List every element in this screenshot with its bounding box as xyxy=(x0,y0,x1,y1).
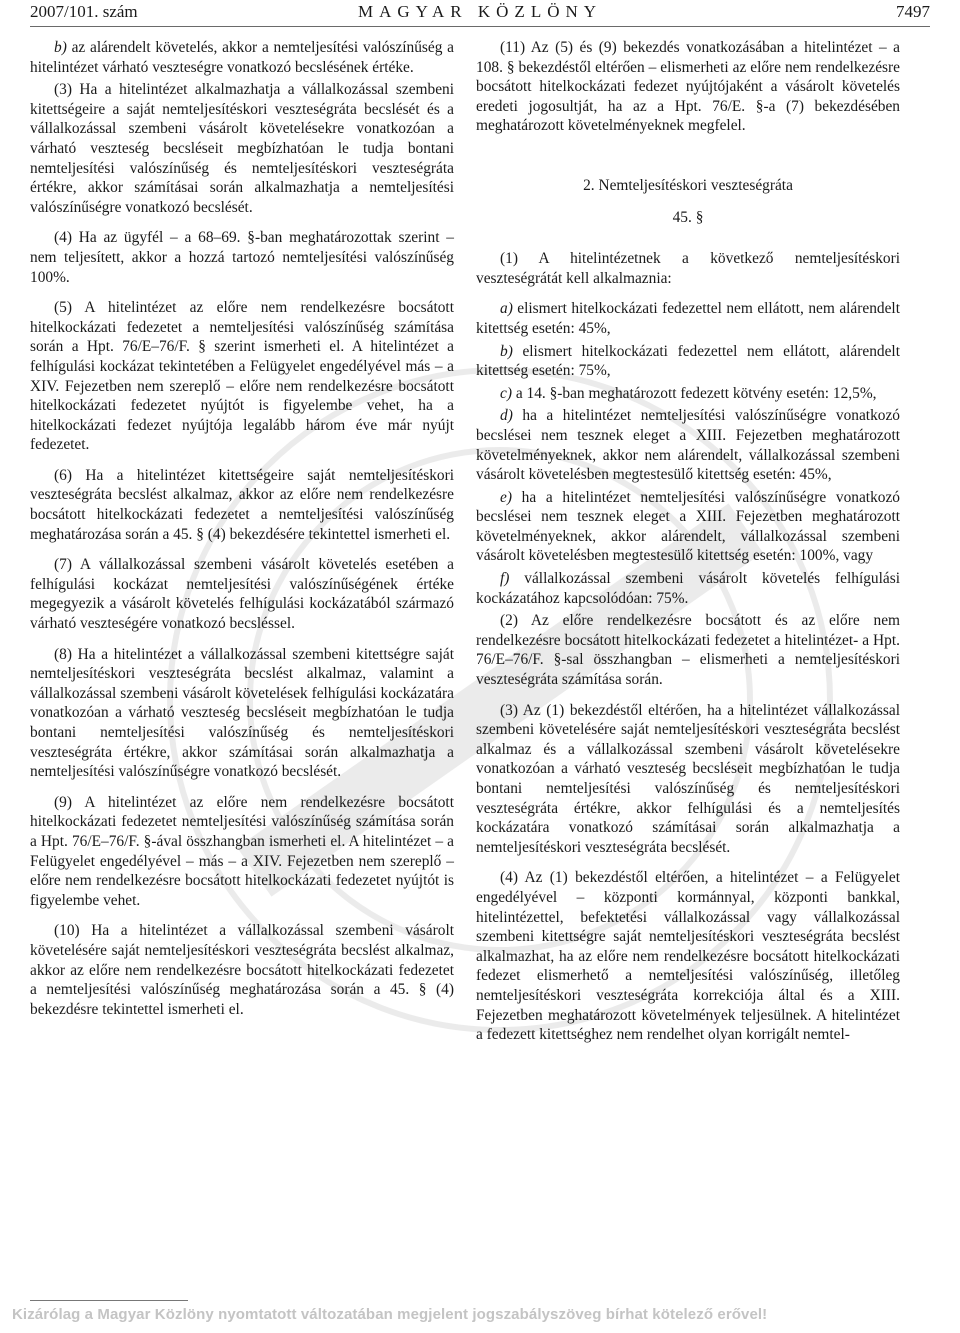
right-column xyxy=(476,38,900,1056)
list-item-text: vállalkozással szembeni vásárolt követelés felhígulási kockázatához kapcsolódóan: 75%. xyxy=(476,570,900,607)
paragraph: (8) Ha a hitelintézet a vállalkozással szembeni kitettségre saját nemteljesítéskori veszteségráta becslést alkalmaz, valamint a vállalkozással szembeni vásárolt követelések felhígulási kockázatára vonatkozóan a várható veszteség becsléseit megbízhatóan le tudja bontani nemteljesítési valószínűség és nemteljesítéskori veszteségráta értékre, akkor számításai során alkalmazhatja a nemteljesítési valószínűségre vonatkozó becslését. xyxy=(30,645,454,781)
list-item-label: a) xyxy=(500,300,513,318)
list-item-text: az alárendelt követelés, akkor a nemteljesítési valószínűség a hitelintézet várható veszteségre vonatkozó becslésének értéke. xyxy=(30,39,454,76)
list-item xyxy=(476,342,900,381)
list-item-text: a 14. §-ban meghatározott fedezett kötvény esetén: 12,5%, xyxy=(511,384,877,402)
list-item-label: e) xyxy=(500,488,512,506)
section-number: 45. § xyxy=(672,208,704,226)
page-header xyxy=(30,0,930,27)
left-column xyxy=(30,38,454,1030)
list-item-label: c) xyxy=(500,384,512,402)
paragraph: (3) Az (1) bekezdéstől eltérően, ha a hitelintézet vállalkozással szembeni követelésére saját nemteljesítéskori veszteségráta becslést alkalmaz és a vállalkozással szembeni vásárolt követelésekre vonatkozóan a várható veszteség becsléseit megbízhatóan le tudja bontani nemteljesítési valószínűség és nemteljesítéskori veszteségráta értékre, akkor felhígulási és a nemteljesítés kockázatára vonatkozó számításai során alkalmazhatja a nemteljesítéskori veszteségráta becslését. xyxy=(476,701,900,856)
paragraph: (4) Az (1) bekezdéstől eltérően, a hitelintézet – a Felügyelet engedélyével – központi kormánnyal, központi bankkal, hitelintézettel, befektetési vállalkozással vagy vállalkozással szembeni kitettségre saját nemteljesítéskori veszteségráta becslést alkalmazhat, ha az előre nem rendelkezésre bocsátott hitelkockázati fedezet elismerhető a nemteljesítési valószínűség, illetőleg nemteljesítéskori veszteségráta korrekciója által és a XIII. Fejezetben meghatározott követelmények teljesülnek. A hitelintézet a fedezett kitettséghez nem rendelhet olyan korrigált nemtel- xyxy=(476,869,900,1044)
paragraph: (2) Az előre rendelkezésre bocsátott és az előre nem rendelkezésre bocsátott hitelkockázati fedezetet a hitelintézet- a Hpt. 76/E–76/F. §-sal összhangban – elismerheti a nemteljesítéskori veszteségráta számítása során. xyxy=(476,612,900,689)
journal-title: MAGYAR KÖZLÖNY xyxy=(357,2,603,21)
issue-number: 2007/101. szám xyxy=(30,2,138,21)
list-item-text: elismert hitelkockázati fedezettel nem ellátott, nem alárendelt kitettség esetén: 45%, xyxy=(476,300,900,337)
paragraph: (9) A hitelintézet az előre nem rendelkezésre bocsátott hitelkockázati fedezetet nemteljesítési valószínűség számítása során a Hpt. 76/E–76/F. §-ával összhangban ismerheti el. A hitelintézet – a Felügyelet engedélyével – más – a XIV. Fejezetben nem szereplő – előre nem rendelkezésre bocsátott hitelkockázati fedezetet nyújtót is figyelembe vehet. xyxy=(30,793,454,909)
paragraph: (1) A hitelintézetnek a következő nemteljesítéskori veszteségrátát kell alkalmaznia: xyxy=(476,250,900,287)
list-item xyxy=(476,488,900,566)
list-item xyxy=(476,406,900,484)
list-item xyxy=(476,569,900,608)
list-item xyxy=(30,38,454,77)
list-item xyxy=(476,299,900,338)
paragraph: (6) Ha a hitelintézet kitettségeire saját nemteljesítéskori veszteségráta becslést alkalmaz, akkor az előre nem rendelkezésre bocsátott hitelkockázati fedezetet a nemteljesítési valószínűség meghatározása során a 45. § (4) bekezdésére tekintettel ismerheti el. xyxy=(30,466,454,543)
paragraph: (11) Az (5) és (9) bekezdés vonatkozásában a hitelintézet – a 108. § bekezdéstől eltérően – elismerheti az előre nem rendelkezésre bocsátott hitelkockázati fedezet nyújtójaként a vásárolt követelés eredeti jogosultját, ha az a Hpt. 76/E. §-a (7) bekezdésében meghatározott követelményeknek megfelel. xyxy=(476,39,900,135)
list-item-label: d) xyxy=(500,407,513,425)
footer-notice: Kizárólag a Magyar Közlöny nyomtatott változatában megjelent jogszabályszöveg bírhat kötelező erővel! xyxy=(12,1306,768,1323)
list-item xyxy=(476,384,900,404)
paragraph: (7) A vállalkozással szembeni vásárolt követelés esetében a felhígulási kockázat nemteljesítési valószínűségének értéke megegyezik a vásárolt követelés felhígulási kockázatából származó várható veszteségére vonatkozó becsléssel. xyxy=(30,556,454,633)
list-item-text: ha a hitelintézet nemteljesítési valószínűségre vonatkozó becslései nem tesznek eleget a XIII. Fejezetben meghatározott követelményeknek, akkor nem alárendelt, vállalkozással szembeni vásárolt követelésben megtestesülő kitettség esetén: 45%, xyxy=(476,407,900,484)
page-number: 7497 xyxy=(896,2,930,21)
paragraph: (4) Ha az ügyfél – a 68–69. §-ban meghatározottak szerint – nem teljesített, akkor a hozzá tartozó nemteljesítési valószínűség 100%. xyxy=(30,229,454,286)
section-heading: 2. Nemteljesítéskori veszteségráta xyxy=(583,176,793,194)
list-item-text: elismert hitelkockázati fedezettel nem ellátott, alárendelt kitettség esetén: 75%, xyxy=(476,342,900,380)
paragraph: (5) A hitelintézet az előre nem rendelkezésre bocsátott hitelkockázati fedezetet a nemteljesítési valószínűség számítása során a Hpt. 76/E–76/F. § szerint ismerheti el. A hitelintézet a felhígulási kockázat tekintetében a Felügyelet engedélyével más – a XIV. Fejezetben nem szereplő – előre nem rendelkezésre bocsátott hitelkockázati fedezetet nyújtót is figyelembe vehet, ha a hitelkockázati fedezet nyújtója legalább három éve már nyújt fedezetet. xyxy=(30,299,454,454)
list-item-label: b) xyxy=(500,342,513,360)
list-item-label: f) xyxy=(500,570,510,588)
paragraph: (10) Ha a hitelintézet a vállalkozással szembeni vásárolt követelésére saját nemteljesítéskori veszteségráta becslést alkalmaz, akkor az előre nem rendelkezésre bocsátott hitelkockázati fedezetet a nemteljesítési valószínűség meghatározása során a 45. § (4) bekezdésre tekintettel ismerheti el. xyxy=(30,922,454,1018)
paragraph: (3) Ha a hitelintézet alkalmazhatja a vállalkozással szembeni kitettségeire a saját nemteljesítéskori veszteségráta becslését és a vállalkozással szembeni vásárolt követelésekre vonatkozóan a várható veszteség becsléseit megbízhatóan le tudja bontani nemteljesítési valószínűség és nemteljesítéskori veszteségráta értékre, akkor számításai során alkalmazhatja a nemteljesítési valószínűségre vonatkozó becslését. xyxy=(30,81,454,216)
list-item-text: ha a hitelintézet nemteljesítési valószínűségre vonatkozó becslései nem tesznek eleget a XIII. Fejezetben meghatározott követelményeknek, akkor alárendelt, vállalkozással szembeni vásárolt követelésben megtestesülő kitettség esetén: 100%, vagy xyxy=(476,488,900,565)
footer-rule xyxy=(30,1300,188,1301)
list-item-label: b) xyxy=(54,39,67,56)
